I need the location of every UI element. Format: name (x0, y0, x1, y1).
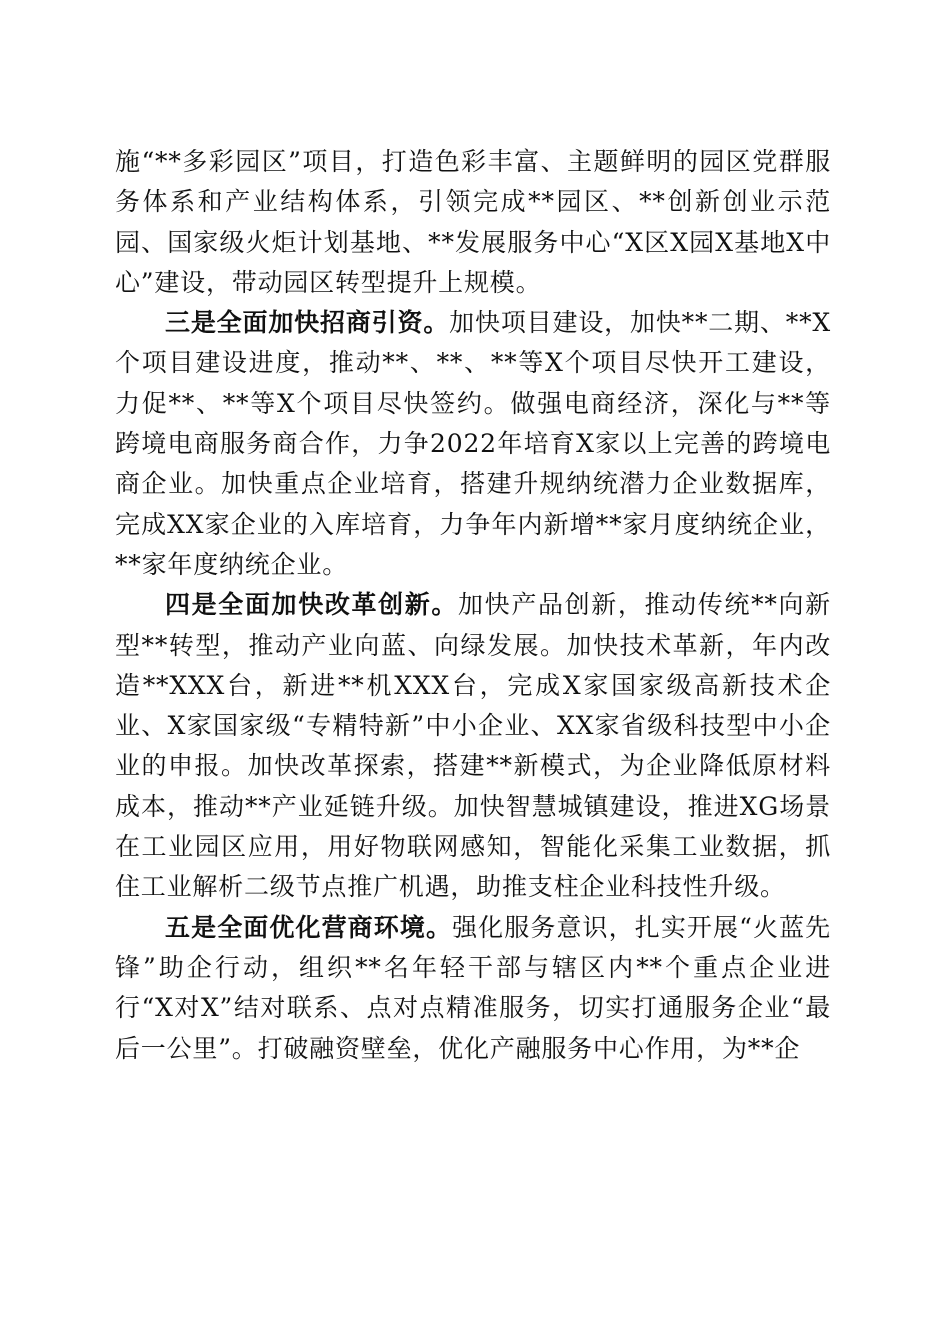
paragraph-body: 加快产品创新，推动传统**向新型**转型，推动产业向蓝、向绿发展。加快技术革新，年内改造**XXX台，新进**机XXX台，完成X家国家级高新技术企业、X家国家级“专精特新”中小企业、XX家省级科技型中小企业的申报。加快改革探索，搭建**新模式，为企业降低原材料成本，推动**产业延链升级。加快智慧城镇建设，推进XG场景在工业园区应用，用好物联网感知，智能化采集工业数据，抓住工业解析二级节点推广机遇，助推支柱企业科技性升级。 (115, 590, 831, 902)
paragraph-business-environment (115, 908, 831, 1069)
paragraph-lead: 五是全面优化营商环境。 (165, 912, 453, 942)
paragraph-reform (115, 585, 831, 907)
paragraph-body: 加快项目建设，加快**二期、**X个项目建设进度，推动**、**、**等X个项目尽快开工建设，力促**、**等X个项目尽快签约。做强电商经济，深化与**等跨境电商服务商合作，力争2022年培育X家以上完善的跨境电商企业。加快重点企业培育，搭建升规纳统潜力企业数据库，完成XX家企业的入库培育，力争年内新增**家月度纳统企业，**家年度纳统企业。 (115, 308, 831, 579)
paragraph-body: 施“**多彩园区”项目，打造色彩丰富、主题鲜明的园区党群服务体系和产业结构体系，引领完成**园区、**创新创业示范园、国家级火炬计划基地、**发展服务中心“X区X园X基地X中心”建设，带动园区转型提升上规模。 (115, 147, 831, 297)
body-text (115, 142, 831, 1069)
paragraph-investment (115, 303, 831, 585)
paragraph-continued (115, 142, 831, 303)
paragraph-lead: 四是全面加快改革创新。 (165, 590, 459, 620)
paragraph-body: 强化服务意识，扎实开展“火蓝先锋”助企行动，组织**名年轻干部与辖区内**个重点企业进行“X对X”结对联系、点对点精准服务，切实打通服务企业“最后一公里”。打破融资壁垒，优化产融服务中心作用，为**企 (115, 912, 831, 1063)
paragraph-lead: 三是全面加快招商引资。 (165, 308, 450, 338)
